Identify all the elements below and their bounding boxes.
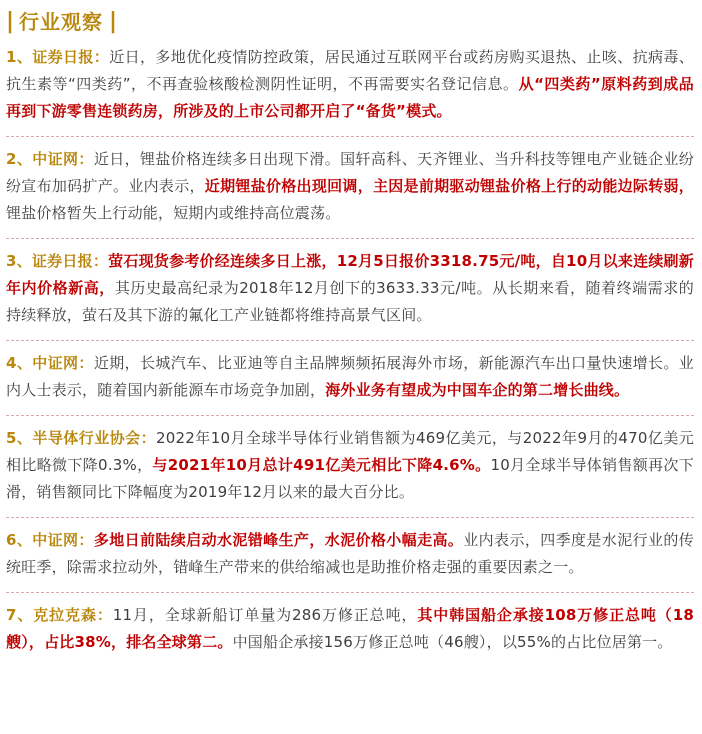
news-item-7 xyxy=(6,602,694,667)
item-text-2: 10月全球半导体销售额再次下滑，销售额同比下降幅度为2019年12月以来的最大百分比。 xyxy=(6,456,694,501)
item-source: 证券日报： xyxy=(31,252,109,270)
item-number: 4、 xyxy=(6,354,33,372)
item-text: 业内表示，四季度是水泥行业的传统旺季，除需求拉动外，错峰生产带来的供给缩减也是助推价格走强的重要因素之一。 xyxy=(6,531,694,576)
item-text: 近日，多地优化疫情防控政策，居民通过互联网平台或药房购买退热、止咳、抗病毒、抗生素等“四类药”，不再查验核酸检测阴性证明，不再需要实名登记信息。 xyxy=(6,48,694,93)
item-highlight: 多地日前陆续启动水泥错峰生产，水泥价格小幅走高。 xyxy=(93,531,464,549)
item-text: 2022年10月全球半导体行业销售额为469亿美元，与2022年9月的470亿美元相比略微下降0.3%， xyxy=(6,429,694,474)
news-item-2 xyxy=(6,146,694,239)
news-item-4 xyxy=(6,350,694,416)
item-number: 3、 xyxy=(6,252,32,270)
heading-bar-right: | xyxy=(109,9,118,34)
heading-bar-left: | xyxy=(6,9,15,34)
item-highlight: 海外业务有望成为中国车企的第二增长曲线。 xyxy=(325,381,630,399)
item-source: 中证网： xyxy=(32,354,94,372)
item-highlight: 从“四类药”原料药到成品再到下游零售连锁药房，所涉及的上市公司都开启了“备货”模式。 xyxy=(6,75,694,120)
item-highlight: 近期锂盐价格出现回调，主因是前期驱动锂盐价格上行的动能边际转弱， xyxy=(204,177,694,195)
section-title: 行业观察 xyxy=(19,10,104,34)
item-source: 半导体行业协会： xyxy=(32,429,157,447)
item-source: 证券日报： xyxy=(32,48,110,66)
item-source: 克拉克森： xyxy=(33,606,113,624)
item-source: 中证网： xyxy=(32,531,94,549)
news-item-6 xyxy=(6,527,694,593)
item-text: 近日，锂盐价格连续多日出现下滑。国轩高科、天齐锂业、当升科技等锂电产业链企业纷纷宣布加码扩产。业内表示， xyxy=(6,150,694,195)
item-text: 11月，全球新船订单量为286万修正总吨， xyxy=(112,606,418,624)
news-item-5 xyxy=(6,425,694,518)
item-number: 7、 xyxy=(6,606,34,624)
news-item-1 xyxy=(6,44,694,137)
item-number: 1、 xyxy=(6,48,33,66)
item-text: 其历史最高纪录为2018年12月创下的3633.33元/吨。从长期来看，随着终端需求的持续释放，萤石及其下游的氟化工产业链都将维持高景气区间。 xyxy=(6,279,694,324)
news-item-3 xyxy=(6,248,694,341)
item-source: 中证网： xyxy=(32,150,94,168)
item-number: 2、 xyxy=(6,150,33,168)
item-highlight: 萤石现货参考价经连续多日上涨，12月5日报价3318.75元/吨，自10月以来连续刷新年内价格新高， xyxy=(6,252,694,297)
item-number: 5、 xyxy=(6,429,33,447)
item-text-2: 中国船企承接156万修正总吨（46艘），以55%的占比位居第一。 xyxy=(232,633,673,651)
item-highlight: 与2021年10月总计491亿美元相比下降4.6%。 xyxy=(152,456,491,474)
section-heading xyxy=(6,6,694,38)
item-text: 近期，长城汽车、比亚迪等自主品牌频频拓展海外市场，新能源汽车出口量快速增长。业内人士表示，随着国内新能源车市场竞争加剧， xyxy=(6,354,694,399)
item-highlight: 其中韩国船企承接108万修正总吨（18艘），占比38%，排名全球第二。 xyxy=(6,606,694,651)
item-text-2: 锂盐价格暂失上行动能，短期内或维持高位震荡。 xyxy=(6,204,341,222)
item-number: 6、 xyxy=(6,531,33,549)
